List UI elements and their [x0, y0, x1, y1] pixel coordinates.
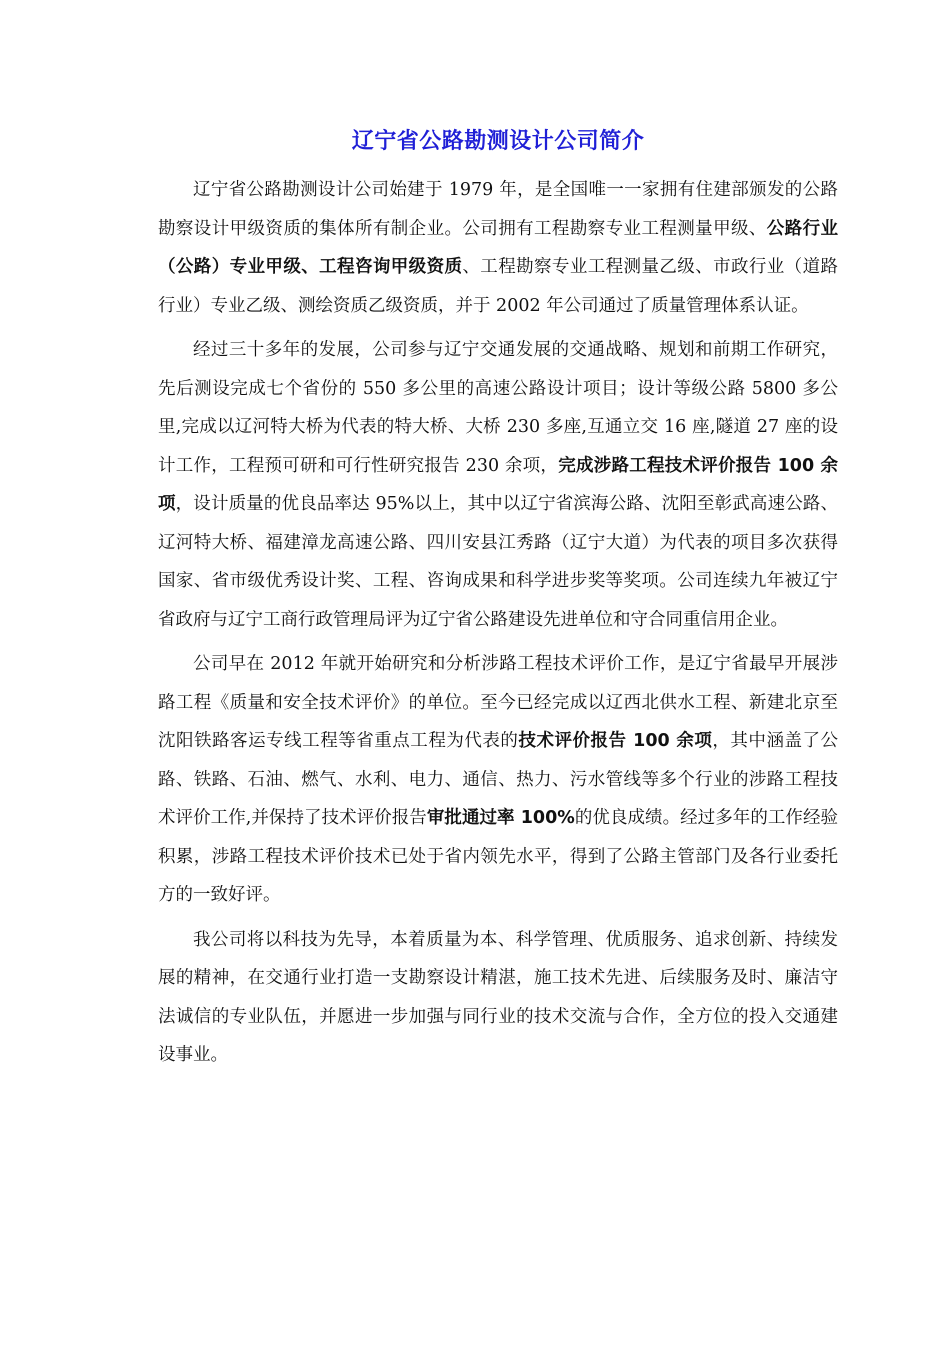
- paragraph-technical-evaluation: [158, 645, 838, 915]
- paragraph-achievements: [158, 331, 838, 639]
- text-run: 辽宁省公路勘测设计公司始建于 1979 年，是全国唯一一家拥有住建部颁发的公路勘察设计甲级资质的集体所有制企业。公司拥有工程勘察专业工程测量甲级、: [158, 180, 838, 239]
- bold-run: 审批通过率 100%: [426, 808, 575, 828]
- bold-run: 技术评价报告 100 余项: [518, 731, 713, 751]
- bold-run: 完成涉路工程技术评价报告 100 余项: [158, 455, 838, 514]
- text-run: 公司早在 2012 年就开始研究和分析涉路工程技术评价工作，是辽宁省最早开展涉路工程《质量和安全技术评价》的单位。至今已经完成以辽西北供水工程、新建北京至沈阳铁路客运专线工程等省重点工程为代表的: [158, 654, 838, 751]
- paragraph-history: [158, 171, 838, 325]
- document-title: 辽宁省公路勘测设计公司简介: [351, 129, 645, 154]
- document-body: [158, 171, 838, 1081]
- text-run: ，其中涵盖了公路、铁路、石油、燃气、水利、电力、通信、热力、污水管线等多个行业的涉路工程技术评价工作,并保持了技术评价报告: [158, 731, 839, 828]
- paragraph-mission: [158, 921, 838, 1075]
- text-run: 、工程勘察专业工程测量乙级、市政行业（道路行业）专业乙级、测绘资质乙级资质，并于 2002 年公司通过了质量管理体系认证。: [158, 257, 838, 316]
- text-run: ，设计质量的优良品率达 95%以上，其中以辽宁省滨海公路、沈阳至彰武高速公路、辽河特大桥、福建漳龙高速公路、四川安县江秀路（辽宁大道）为代表的项目多次获得国家、省市级优秀设计奖、工程、咨询成果和科学进步奖等奖项。公司连续九年被辽宁省政府与辽宁工商行政管理局评为辽宁省公路建设先进单位和守合同重信用企业。: [158, 494, 838, 630]
- text-run: 我公司将以科技为先导，本着质量为本、科学管理、优质服务、追求创新、持续发展的精神，在交通行业打造一支勘察设计精湛，施工技术先进、后续服务及时、廉洁守法诚信的专业队伍，并愿进一步加强与同行业的技术交流与合作，全方位的投入交通建设事业。: [158, 929, 838, 1065]
- bold-run: 公路行业（公路）专业甲级、工程咨询甲级资质: [158, 218, 838, 277]
- text-run: 经过三十多年的发展，公司参与辽宁交通发展的交通战略、规划和前期工作研究，先后测设完成七个省份的 550 多公里的高速公路设计项目；设计等级公路 5800 多公里,完成以辽河特大桥为代表的特大桥、大桥 230 多座,互通立交 16 座,隧道 27 座的设计工作，工程预可研和可行性研究报告 230 余项，: [158, 340, 838, 476]
- text-run: 的优良成绩。经过多年的工作经验积累，涉路工程技术评价技术已处于省内领先水平，得到了公路主管部门及各行业委托方的一致好评。: [158, 808, 839, 905]
